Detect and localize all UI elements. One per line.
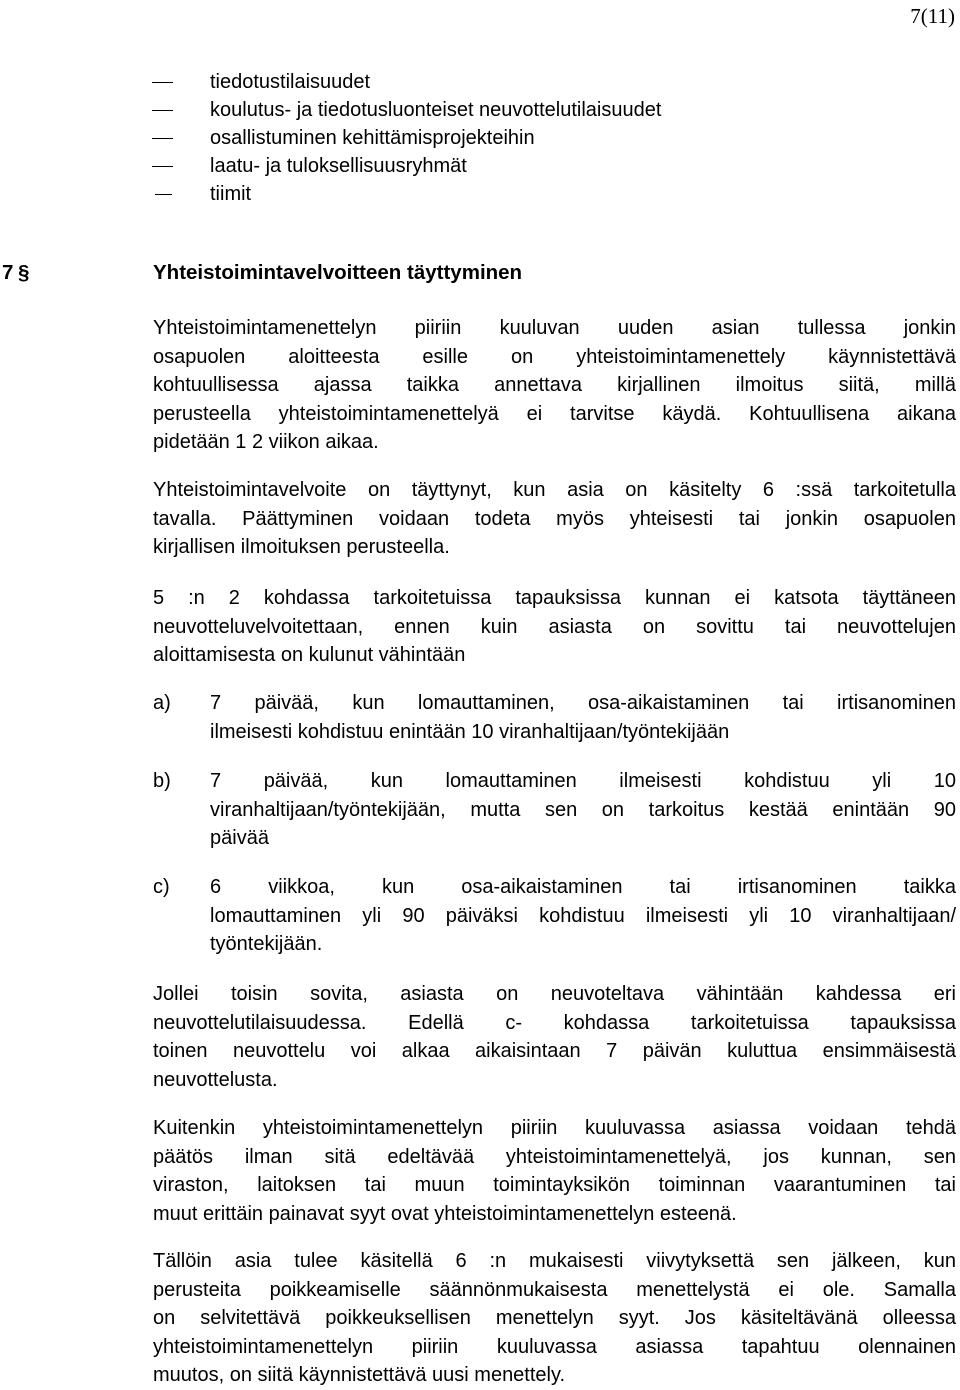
list-item [0, 96, 960, 124]
paragraph-1 [153, 314, 956, 457]
paragraph-line: osapuolen aloitteesta esille on yhteistoimintamenettely käynnistettävä [153, 345, 956, 368]
list-item [0, 180, 960, 208]
paragraph-line: Kuitenkin yhteistoimintamenettelyn piiriin kuuluvassa asiassa voidaan tehdä [153, 1117, 956, 1139]
dash-bullet-icon [152, 82, 173, 83]
item-body [210, 873, 956, 959]
paragraph-line: Jollei toisin sovita, asiasta on neuvoteltava vähintään kahdessa eri [153, 983, 956, 1005]
item-line: päivää [210, 827, 269, 849]
paragraph-line: pidetään 1 2 viikon aikaa. [153, 431, 379, 453]
section-sign: § [18, 261, 30, 284]
list-item-text: tiedotustilaisuudet [210, 71, 371, 93]
paragraph-line: kirjallisen ilmoituksen perusteella. [153, 536, 450, 558]
section-title: Yhteistoimintavelvoitteen täyttyminen [153, 261, 523, 284]
paragraph-line: muutos, on siitä käynnistettävä uusi menettely. [153, 1364, 566, 1386]
item-line: 7 päivää, kun lomauttaminen ilmeisesti kohdistuu yli 10 [210, 770, 956, 792]
item-body [210, 767, 956, 853]
dash-bullet-icon [155, 194, 172, 195]
paragraph-line: 5 :n 2 kohdassa tarkoitetuissa tapauksissa kunnan ei katsota täyttäneen [153, 587, 956, 609]
item-line: 6 viikkoa, kun osa-aikaistaminen tai irtisanominen taikka [210, 876, 956, 898]
paragraph-line: viraston, laitoksen tai muun toimintayksikön toiminnan vaarantuminen tai [153, 1174, 956, 1196]
paragraph-line: neuvottelutilaisuudessa. Edellä c- kohdassa tarkoitetuissa tapauksissa [153, 1011, 956, 1034]
paragraph-line: perusteella yhteistoimintamenettelyä ei tarvitse käydä. Kohtuullisena aikana [153, 402, 956, 425]
item-label: a) [153, 692, 171, 714]
list-item-text: osallistuminen kehittämisprojekteihin [210, 127, 535, 149]
section-number: 7 [2, 261, 14, 284]
paragraph-line: toinen neuvottelu voi alkaa aikaisintaan 7 päivän kuluttua ensimmäisestä [153, 1040, 956, 1062]
item-line: työntekijään. [210, 933, 323, 955]
paragraph-5 [153, 1114, 956, 1228]
item-line: viranhaltijaan/työntekijään, mutta sen on tarkoitus kestää enintään 90 [210, 798, 956, 821]
paragraph-line: neuvottelusta. [153, 1068, 278, 1091]
paragraph-line: yhteistoimintamenettelyn piiriin kuuluvassa asiassa tapahtuu olennainen [153, 1335, 956, 1358]
paragraph-line: Yhteistoimintamenettelyn piiriin kuuluvan uuden asian tullessa jonkin [153, 317, 956, 339]
paragraph-3 [153, 584, 956, 670]
list-item [0, 152, 960, 180]
dash-bullet-icon [152, 138, 173, 139]
paragraph-line: aloittamisesta on kulunut vähintään [153, 644, 466, 666]
list-item [0, 124, 960, 152]
list-item [0, 68, 960, 96]
paragraph-line: Yhteistoimintavelvoite on täyttynyt, kun asia on käsitelty 6 :ssä tarkoitetulla [153, 479, 956, 501]
paragraph-line: perusteita poikkeamiselle säännönmukaisesta menettelystä ei ole. Samalla [153, 1278, 956, 1301]
item-label: b) [153, 770, 171, 792]
paragraph-line: kohtuullisessa ajassa taikka annettava kirjallinen ilmoitus siitä, millä [153, 374, 956, 396]
item-line: lomauttaminen yli 90 päiväksi kohdistuu ilmeisesti yli 10 viranhaltijaan/ [210, 904, 956, 927]
paragraph-6 [153, 1247, 956, 1390]
dash-bullet-icon [152, 110, 173, 111]
paragraph-line: neuvotteluvelvoitettaan, ennen kuin asiasta on sovittu tai neuvottelujen [153, 615, 956, 638]
paragraph-4 [153, 980, 956, 1094]
paragraph-line: päätös ilman sitä edeltävää yhteistoimintamenettelyä, jos kunnan, sen [153, 1145, 956, 1168]
item-body [210, 689, 956, 746]
paragraph-line: tavalla. Päättyminen voidaan todeta myös yhteisesti tai jonkin osapuolen [153, 507, 956, 530]
list-item-text: koulutus- ja tiedotusluonteiset neuvottelutilaisuudet [210, 99, 662, 121]
list-item-text: tiimit [210, 183, 252, 205]
dash-bullet-icon [152, 166, 173, 167]
dash-list [0, 68, 960, 208]
paragraph-line: on selvitettävä poikkeuksellisen menettelyn syyt. Jos käsiteltävänä olleessa [153, 1307, 956, 1329]
item-label: c) [153, 876, 170, 898]
item-line: ilmeisesti kohdistuu enintään 10 viranhaltijaan/työntekijään [210, 720, 730, 743]
paragraph-line: Tällöin asia tulee käsitellä 6 :n mukaisesti viivytyksettä sen jälkeen, kun [153, 1250, 956, 1272]
list-item-text: laatu- ja tuloksellisuusryhmät [210, 155, 467, 177]
paragraph-2 [153, 476, 956, 562]
item-line: 7 päivää, kun lomauttaminen, osa-aikaistaminen tai irtisanominen [210, 692, 956, 714]
page-number: 7(11) [910, 4, 955, 28]
paragraph-line: muut erittäin painavat syyt ovat yhteistoimintamenettelyn esteenä. [153, 1202, 737, 1225]
